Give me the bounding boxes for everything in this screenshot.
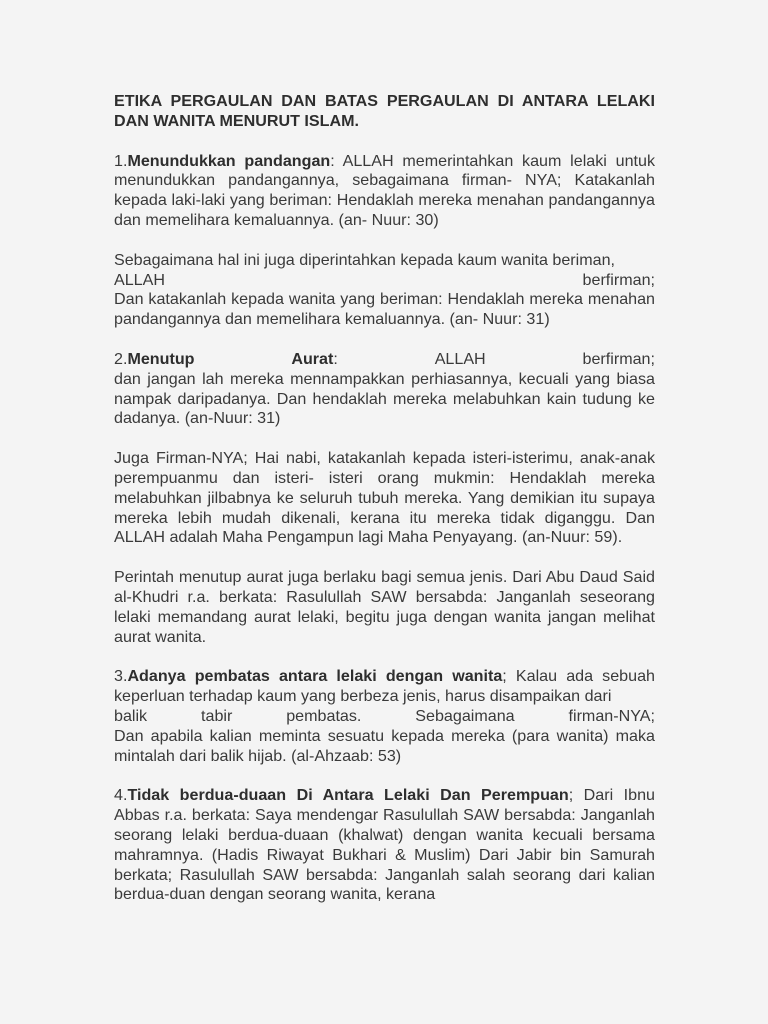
document-title: ETIKA PERGAULAN DAN BATAS PERGAULAN DI ANTARA LELAKI DAN WANITA MENURUT ISLAM.: [114, 92, 655, 130]
word: berfirman;: [582, 270, 655, 289]
item-number: 1.: [114, 151, 128, 170]
paragraph-line: [114, 271, 655, 291]
colon: :: [333, 349, 338, 368]
word: pembatas.: [286, 706, 362, 725]
paragraph-text: ; Dari Ibnu Abbas r.a. berkata: Saya mendengar Rasulullah SAW bersabda: Janganlah seorang lelaki berdua-duaan (khalwat) dengan wanita kecuali bersama mahramnya. (Hadis Riwayat Bukhari & Muslim) Dari Jabir bin Samurah berkata; Rasulullah SAW bersabda: Janganlah salah seorang dari kalian berdua-duan dengan seorang wanita, kerana: [114, 786, 655, 904]
word: balik: [114, 706, 148, 725]
section-heading: Menutup: [127, 349, 195, 368]
paragraph-4: Juga Firman-NYA; Hai nabi, katakanlah kepada isteri-isterimu, anak-anak perempuanmu dan isteri- isteri orang mukmin: Hendaklah mereka melabuhkan jilbabnya ke seluruh tubuh mereka. Yang demikian itu supaya mereka lebih mudah dikenali, kerana itu mereka tidak diganggu. Dan ALLAH adalah Maha Pengampun lagi Maha Penyayang. (an-Nuur: 59).: [114, 449, 655, 547]
item-number: 4.: [114, 786, 128, 805]
word: tabir: [201, 706, 233, 725]
word: Sebagaimana: [415, 706, 515, 725]
paragraph-5: Perintah menutup aurat juga berlaku bagi semua jenis. Dari Abu Daud Said al-Khudri r.a. berkata: Rasulullah SAW bersabda: Janganlah seseorang lelaki memandang aurat lelaki, begitu juga dengan wanita jangan melihat aurat wanita.: [114, 568, 655, 646]
paragraph-text: : ALLAH memerintahkan kaum lelaki untuk menundukkan pandangannya, sebagaimana firman- NYA; Katakanlah kepada laki-laki yang beriman: Hendaklah mereka menahan pandangannya dan memelihara kemaluannya. (an- Nuur: 30): [114, 151, 655, 229]
paragraph-text: ; Kalau ada sebuah keperluan terhadap kaum yang berbeza jenis, harus disampaikan dari: [114, 667, 655, 706]
heading-start: [114, 350, 194, 370]
paragraph-line: [114, 667, 655, 707]
paragraph-text: Dan apabila kalian meminta sesuatu kepada mereka (para wanita) maka mintalah dari balik hijab. (al-Ahzaab: 53): [114, 726, 655, 765]
word: berfirman;: [582, 349, 655, 368]
paragraph-text: Dan katakanlah kepada wanita yang beriman: Hendaklah mereka menahan pandangannya dan memelihara kemaluannya. (an- Nuur: 31): [114, 290, 655, 329]
section-heading: Tidak berdua-duaan Di Antara Lelaki Dan Perempuan: [127, 786, 569, 805]
section-heading: Menundukkan pandangan: [127, 151, 331, 170]
paragraph-3: [114, 350, 655, 429]
item-number: 2.: [114, 349, 128, 368]
paragraph-text: dan jangan lah mereka mennampakkan perhiasannya, kecuali yang biasa nampak daripadanya. Dan hendaklah mereka melabuhkan kain tudung ke dadanya. (an-Nuur: 31): [114, 369, 655, 428]
paragraph-7: [114, 786, 655, 905]
item-number: 3.: [114, 667, 128, 686]
section-heading: Adanya pembatas antara lelaki dengan wanita: [127, 667, 503, 686]
paragraph-1: [114, 152, 655, 231]
paragraph-2: [114, 251, 655, 330]
paragraph-6: [114, 667, 655, 766]
section-heading-2: Aurat: [291, 349, 334, 368]
document-body: [114, 92, 655, 925]
heading-end: [291, 350, 338, 370]
paragraph-line: Sebagaimana hal ini juga diperintahkan kepada kaum wanita beriman,: [114, 250, 616, 269]
word: firman-NYA;: [568, 706, 655, 725]
word: ALLAH: [434, 349, 486, 368]
word: ALLAH: [114, 270, 165, 289]
paragraph-line: [114, 707, 655, 727]
paragraph-line: [114, 350, 655, 370]
